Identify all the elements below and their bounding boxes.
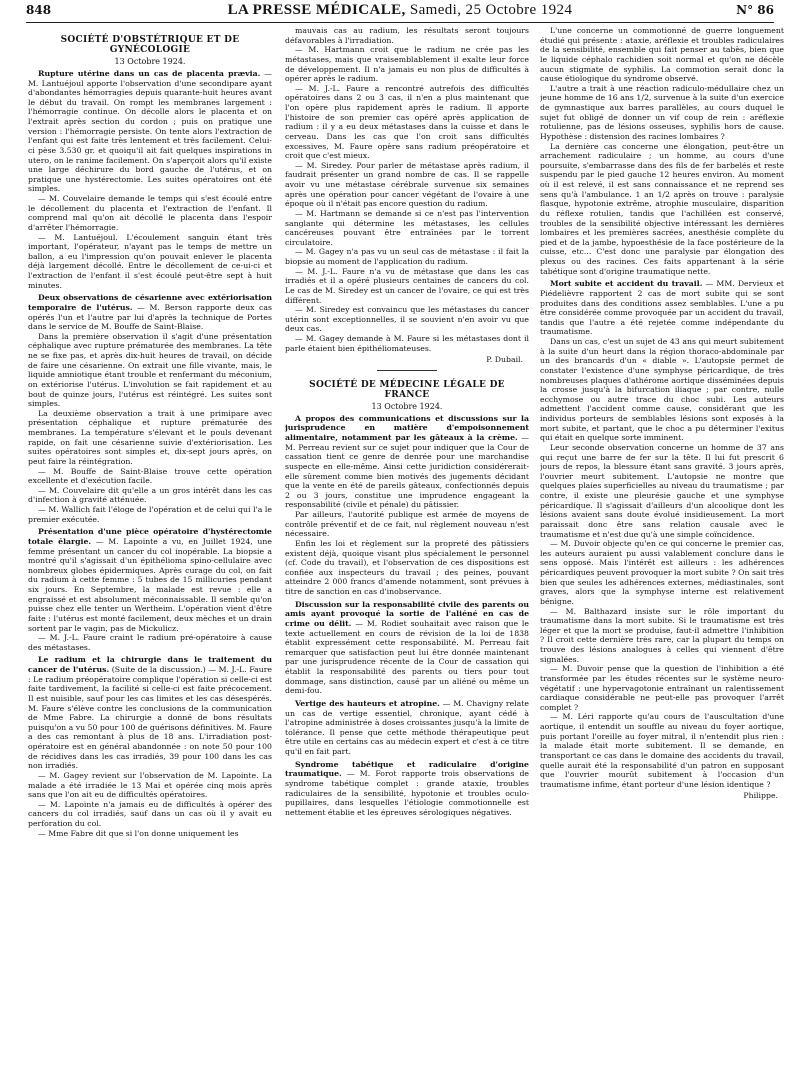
article-paragraph [540, 607, 784, 665]
article-paragraph [28, 829, 272, 839]
paragraph-text: — M. Lapointe n'a jamais eu de difficultés à opérer des cancers du col irradiés, sauf dans un cas où il y avait eu perforation du col. [28, 799, 272, 828]
article-paragraph [540, 142, 784, 277]
paragraph-text: — M. Forot rapporte trois observations de syndrome tabétique complet : grande ataxie, troubles radiculaires de la sensibilité, hypotonie et troubles oculo-pupillaires, dans lesquelles l'étiologie commotionnelle est nettement établie et les épreuves sérologiques négatives. [285, 769, 529, 817]
article-paragraph [540, 664, 784, 712]
paragraph-text: — M. Wallich fait l'éloge de l'opération et de celui qui l'a le premier exécutée. [28, 505, 272, 524]
paragraph-text: — M. Rodiet souhaitait avec raison que le texte actuellement en cours de révision de la loi de 1838 établit expressément cette responsabilité. M. Perreau fait remarquer que satisfaction peut lui être donnée maintenant par une jurisprudence récente de la Cour de cassation qui établit la responsabilité des parents ou tiers pour tout dommage, sans distinction, causé par un aliéné ou même un demi-fou. [285, 618, 529, 696]
session-date: 13 Octobre 1924. [114, 57, 186, 67]
paragraph-text: — M. Siredey. Pour parler de métastase après radium, il faudrait présenter un grand nombre de cas. Il se rappelle avoir vu une métastase cérébrale survenue six semaines après une opération pour cancer végétant de l'ovaire à une époque où il n'était pas encore question du radium. [285, 160, 529, 209]
article-paragraph [28, 293, 272, 332]
issue-number: N° 86 [736, 3, 774, 17]
article-paragraph [540, 279, 784, 337]
article-paragraph [285, 305, 529, 334]
issue-date: Samedi, 25 Octobre 1924 [405, 2, 573, 18]
article-paragraph [28, 194, 272, 233]
paragraph-text: — M. Chavigny relate un cas de vertige essentiel, chronique, ayant cédé à l'atropine administrée à doses croissantes jusqu'à la limite de tolérance. Il pense que cette méthode thérapeutique peut être utile en certains cas au médecin expert et c'est à ce titre qu'il en fait part. [285, 698, 529, 756]
paragraph-text: La dernière cas concerne une élongation, peut-être un arrachement radiculaire ; un homme, au cours d'une poursuite, s'embarrasse dans des fils de fer barbelés et reste suspendu par le pied gauche 12 heures environ. Au moment où il est relevé, il est sans connaissance et ne reprend ses sens qu'à l'ambulance. 1 an 1/2 après on trouve : paralysie flasque, hypotonie extrême, atrophie musculaire, disparition du réflexe rotulien, tandis que l'achilléen est conservé, troubles de la sensibilité objective intéressant les dernières lombaires et les premières sacrées, anesthésie complète du pied et de la jambe, hypoesthésie de la face postérieure de la cuisse, etc... C'est donc une paralysie par élongation des plexus ou des racines. Ces faits appartenant à la série tabétique sont d'origine traumatique nette. [540, 141, 784, 276]
article-paragraph [285, 161, 529, 209]
paragraph-text: Dans la première observation il s'agit d'une présentation céphalique avec rupture prématurée des membranes. La tête ne se fixe pas, et après dix-huit heures de travail, on décide de faire une césarienne. On extrait une fille vivante, mais, le liquide amniotique étant trouble et renfermant du méconium, on extériorise l'utérus. L'involution se fait rapidement et au bout de quinze jours, l'utérus est réintégré. Les suites sont simples. [28, 331, 272, 409]
article-paragraph [28, 655, 272, 771]
paragraph-text: — MM. Dervieux et Piédelièvre rapportent 2 cas de mort subite qui se sont produites dans des conditions assez semblables. L'une a pu être considérée comme provoquée par un accident du travail, tandis que l'autre a été rejetée comme indépendante du traumatisme. [540, 279, 784, 337]
society-heading: SOCIÉTÉ D'OBSTÉTRIQUE ET DE GYNÉCOLOGIE [60, 35, 240, 55]
article-paragraph [28, 233, 272, 291]
article-paragraph [285, 334, 529, 353]
article-title: Syndrome tabétique et radiculaire d'origine traumatique. [285, 759, 529, 779]
society-heading: SOCIÉTÉ DE MÉDECINE LÉGALE DE FRANCE [309, 379, 505, 400]
paragraph-text: — M. Lantuéjoul. L'écoulement sanguin étant très important, l'opérateur, n'ayant pas le temps de mettre un ballon, a eu l'impression qu'on pouvait enlever le placenta déjà largement décollé. Entre le décollement de ce-ui-ci et l'extraction de l'enfant il s'est écoulé peut-être sept à huit minutes. [28, 232, 272, 290]
paragraph-text: Dans un cas, c'est un sujet de 43 ans qui meurt subitement à la suite d'un heurt dans la région thoraco-abdominale par un des brancards d'un « diable ». L'autopsie permet de constater l'existence d'une symphyse péricardique, de très nombreuses plaques d'athérome aortique disséminées depuis la crosse jusqu'à la bifurcation iliaque ; par contre, nulle ecchymose ou autre trace du choc subi. Les auteurs admettent l'accident comme cause, considérant que les individus porteurs de semblables lésions sont exposés à la mort subite, et partant, que le choc a pu déterminer l'exitus qui était en quelque sorte imminent. [540, 337, 784, 443]
page-header [26, 2, 774, 23]
column-right [540, 26, 784, 1076]
article-paragraph [28, 800, 272, 829]
journal-title: LA PRESSE MÉDICALE, [227, 2, 406, 18]
paragraph-text: — Mme Fabre dit que si l'on donne uniquement les [38, 828, 239, 838]
article-title: Le radium et la chirurgie dans le traitement du cancer de l'utérus. [28, 655, 272, 674]
column-left [28, 26, 272, 1076]
paragraph-text: Par ailleurs, l'autorité publique est armée de moyens de contrôle préventif et de ce fait, nul règlement nouveau n'est nécessaire. [285, 510, 529, 539]
article-paragraph [285, 760, 529, 818]
article-paragraph [28, 527, 272, 633]
article-title: Deux observations de césarienne avec extériorisation temporaire de l'utérus. [28, 293, 272, 312]
article-paragraph [285, 267, 529, 306]
paragraph-text: — M. Lapointe a vu, en Juillet 1924, une femme présentant un cancer du col inopérable. La biopsie a montré qu'il s'agissait d'un épithélioma spino-cellulaire avec nombreux globes épidermiques. Après curage du col, on fait du radium à cette femme : 5 tubes de 15 millicuries pendant six jours. En Septembre, la malade est revue : elle a engraissé et est absolument méconnaissable. Il semble qu'on puisse chez elle tenter un Wertheim. L'opération vient d'être faite : l'utérus est monté facilement, deux mèches et un drain sortent par le vagin, pas de Mickulicz. [28, 536, 272, 633]
article-paragraph [285, 600, 529, 696]
paragraph-text: (Suite de la discussion.) — M. J.-L. Faure : Le radium préopératoire complique l'opération si celle-ci est faite tardivement, la facilité si celle-ci est faite précocement. Il est nuisible, sauf pour les cas limites et les cas désespérés. M. Faure s'élève contre les conclusions de la communication de Mme Fabre. La chirurgie a donné de bons résultats puisqu'on a vu 50 pour 100 de guérisons définitives. M. Faure a des cas remontant à plus de 18 ans. L'irradiation post-opératoire est en général abandonnée : on note 50 pour 100 de récidives dans les cas irradiés, 39 pour 100 dans les cas non irradiés. [28, 665, 272, 771]
article-paragraph [28, 467, 272, 486]
article-paragraph [540, 712, 784, 789]
paragraph-text: — M. J.-L. Faure n'a vu de métastase que dans les cas irradiés et il a opéré plusieurs centaines de cancers du col. Le cas de M. Siredey est un cancer de l'ovaire, ce qui est très différent. [285, 266, 529, 305]
article-title: Présentation d'une pièce opératoire d'hystérectomie totale élargie. [28, 527, 272, 546]
paragraph-text: — M. Couvelaire dit qu'elle a un gros intérêt dans les cas d'infection à gravité atténuée. [28, 485, 272, 505]
article-paragraph [285, 699, 529, 757]
article-paragraph [28, 633, 272, 652]
paragraph-text: — M. Balthazard insiste sur le rôle important du traumatisme dans la mort subite. Si le traumatisme est très léger et que la mort se produise, faut-il admettre l'inhibition ? Il croit cette dernière très rare, car la plupart du temps on trouve des lésions analogues à celles qui viennent d'être signalées. [540, 606, 784, 664]
paragraph-text: L'autre a trait à une réaction radiculo-médullaire chez un jeune homme de 16 ans 1/2, survenue à la suite d'un exercice de gymnastique aux barres parallèles, au cours duquel le sujet fut obligé de donner un vif coup de rein : aréflexie rotulienne, pas de lésions osseuses, syphilis hors de cause. Hypothèse : distension des racines lombaires ? [540, 83, 784, 141]
journal-masthead [26, 2, 774, 19]
article-paragraph [28, 505, 272, 524]
author-signature: P. Dubail. [486, 355, 523, 365]
article-paragraph [28, 332, 272, 409]
article-paragraph [540, 443, 784, 539]
paragraph-text: — M. Lantuéjoul apporte l'observation d'une secondipare ayant d'abondantes hémorragies depuis quarante-huit heures avant le début du travail. On rompt les membranes largement : l'hémorragie continue. On décolle alors le placenta et on l'extrait après section du cordon ; puis on pratique une version : l'hémorragie persiste. On tente alors l'extraction de l'enfant qui est faite très lentement et très facilement. Celui-ci pèse 3.530 gr. et quoiqu'il ait fait quelques inspirations in utero, on le ranime facilement. On s'aperçoit alors qu'il existe une large déchirure du bord gauche de l'utérus, et on pratique une hystérectomie. Les suites opératoires ont été simples. [28, 68, 272, 194]
paragraph-text: — M. Bouffe de Saint-Blaise trouve cette opération excellente et d'exécution facile. [28, 466, 272, 486]
paragraph-text: — M. Couvelaire demande le temps qui s'est écoulé entre le décollement du placenta et l'extraction de l'enfant. Il comprend mal qu'on ait décollé le placenta dans l'espoir d'arrêter l'hémorragie. [28, 194, 272, 232]
article-paragraph [28, 409, 272, 467]
paragraph-text: — M. Duvoir pense que la question de l'inhibition a été transformée par les études récentes sur le système neuro-végétatif : une hypervagotonie entraînant un ralentissement cardiaque considérable ne peut-elle pas provoquer l'arrêt complet ? [540, 664, 784, 712]
article-paragraph [540, 337, 784, 443]
article-title: Discussion sur la responsabilité civile des parents ou amis ayant provoqué la sortie de l'aliéné en cas de crime ou délit. [285, 599, 529, 628]
page-number: 848 [26, 3, 52, 17]
article-paragraph [285, 45, 529, 84]
paragraph-text: mauvais cas au radium, les résultats seront toujours défavorables à l'irradiation. [285, 26, 529, 45]
article-paragraph [285, 247, 529, 266]
article-paragraph [285, 414, 529, 510]
session-date: 13 Octobre 1924. [371, 402, 443, 412]
paragraph-text: — M. Berson rapporte deux cas opérés l'un et l'autre par lui d'après la technique de Portes dans le service de M. Bouffe de Saint-Blaise. [28, 302, 272, 332]
paragraph-text: — M. Gagey demande à M. Faure si les métastases dont il parle étaient bien épithéliomateuses. [285, 334, 529, 353]
paragraph-text: — M. Gagey revient sur l'observation de M. Lapointe. La malade a été irradiée le 13 Mai et opérée cinq mois après sans que l'on ait eu de difficultés opératoires. [28, 770, 272, 800]
paragraph-text: — M. Léri rapporte qu'au cours de l'auscultation d'une aortique, il entendit un souffle au niveau du foyer aortique, puis portant l'oreille au foyer mitral, il n'entendit plus rien : la malade était morte subitement. Il se demande, en transportant ce cas dans le domaine des accidents du travail, quelle aurait été la responsabilité d'un patron en supposant que l'ouvrier mourût subitement à l'occasion d'un traumatisme infime, étant porteur d'une lésion identique ? [540, 712, 784, 789]
paragraph-text: — M. Siredey est convaincu que les métastases du cancer utérin sont exceptionnelles, il se souvient n'en avoir vu que deux cas. [285, 305, 529, 334]
paragraph-text: — M. Perreau revient sur ce sujet pour indiquer que la Cour de cassation tient ce genre de denrée pour une marchandise suspecte en elle-même. Ainsi cette juridiction considérerait-elle sûrement comme bien motivés des jugements décidant que la vente en été de pareils gâteaux, confectionnés depuis 2 ou 3 jours, constitue une imprudence engageant la responsabilité (civile et pénale) du pâtissier. [285, 433, 529, 510]
article-paragraph [285, 209, 529, 248]
paragraph-text: La deuxième observation a trait à une primipare avec présentation céphalique et rupture prématurée des membranes. La température s'élevant et le pouls devenant rapide, on fait une césarienne suivie d'extériorisation. Les suites opératoires sont simples et, dix-sept jours après, on peut faire la réintégration. [28, 408, 272, 466]
article-paragraph [285, 510, 529, 539]
article-paragraph [285, 84, 529, 161]
article-paragraph [540, 84, 784, 142]
paragraph-text: — M. Duvoir objecte qu'en ce qui concerne le premier cas, les auteurs auraient pu aussi valablement conclure dans le sens opposé. Mais l'intérêt est ailleurs : les adhérences péricardiques peuvent provoquer la mort subite ? On sait très bien que seules les adhérences externes, médiastinales, sont graves, alors que la symphyse interne est relativement bénigne. [540, 539, 784, 606]
paragraph-text: — M. Gagey n'a pas vu un seul cas de métastase : il fait la biopsie au moment de l'application du radium. [285, 247, 529, 266]
article-paragraph [285, 539, 529, 597]
paragraph-text: — M. Hartmann croit que le radium ne crée pas les métastases, mais que vraisemblablement il exalte leur force de développement. Il n'a jamais eu non plus de difficultés à opérer après le radium. [285, 45, 529, 84]
paragraph-text: — M. Hartmann se demande si ce n'est pas l'intervention sanglante qui détermine les métastases, les cellules cancéreuses pouvant être entraînées par le torrent circulatoire. [285, 208, 529, 247]
article-title: A propos des communications et discussions sur la jurisprudence en matière d'empoisonnement alimentaire, notamment par les gâteaux à la crème. [285, 413, 529, 442]
article-paragraph [540, 539, 784, 606]
article-paragraph [28, 69, 272, 194]
article-paragraph [28, 486, 272, 505]
paragraph-text: Enfin les loi et règlement sur la propreté des pâtissiers existent déjà, quoique visant plus spécialement le personnel (cf. Code du travail), et l'observation de ces dispositions est confiée aux inspecteurs du travail ; des peines, pouvant atteindre 2 000 francs d'amende notamment, sont prévues à titre de sanction en cas d'inobservance. [285, 538, 529, 596]
article-paragraph [540, 26, 784, 84]
paragraph-text: Leur seconde observation concerne un homme de 37 ans qui reçut une barre de fer sur la tête. Il lui fut prescrit 6 jours de repos, la blessure étant sans gravité. 3 jours après, l'ouvrier meurt subitement. L'autopsie ne montre que quelques plaies superficielles au niveau du traumatisme ; par contre, il existe une pleurésie gauche et une symphyse péricardique. Il s'agissait d'ailleurs d'un alcoolique dont les lésions avaient sans doute évolué insidieusement. La mort paraissait donc être sans relation causale avec le traumatisme et n'est due qu'à une simple coïncidence. [540, 442, 784, 539]
paragraph-text: — M. J.-L. Faure a rencontré autrefois des difficultés opératoires dans 2 ou 3 cas, il n'en a plus maintenant que l'on opère plus rapidement après le radium. Il apporte l'histoire de son premier cas opéré après application de radium : il y a eu deux métastases dans la cuisse et dans le cerveau. Dans les cas que l'on croit sans difficultés excessives, M. Faure opère sans radium préopératoire et croit que c'est mieux. [285, 83, 529, 161]
section-divider [377, 370, 437, 371]
article-title: Mort subite et accident du travail. [550, 279, 703, 289]
author-signature: Philippe. [743, 791, 778, 801]
article-title: Vertige des hauteurs et atropine. [295, 698, 440, 708]
paragraph-text: L'une concerne un commotionné de guerre longuement étudié qui présente : ataxie, aréflexie et troubles radiculaires de la sensibilité, ensemble qui fait penser au tabès, bien que le liquide céphalo rachidien soit normal et qu'on ne décèle aucun stigmate de syphilis. La commotion serait donc la cause étiologique du syndrome observé. [540, 26, 784, 84]
paragraph-text: — M. J.-L. Faure craint le radium pré-opératoire à cause des métastases. [28, 633, 272, 652]
article-paragraph [28, 771, 272, 800]
article-title: Rupture utérine dans un cas de placenta prævia. [38, 68, 261, 78]
column-middle [285, 26, 529, 1076]
article-paragraph [285, 26, 529, 45]
